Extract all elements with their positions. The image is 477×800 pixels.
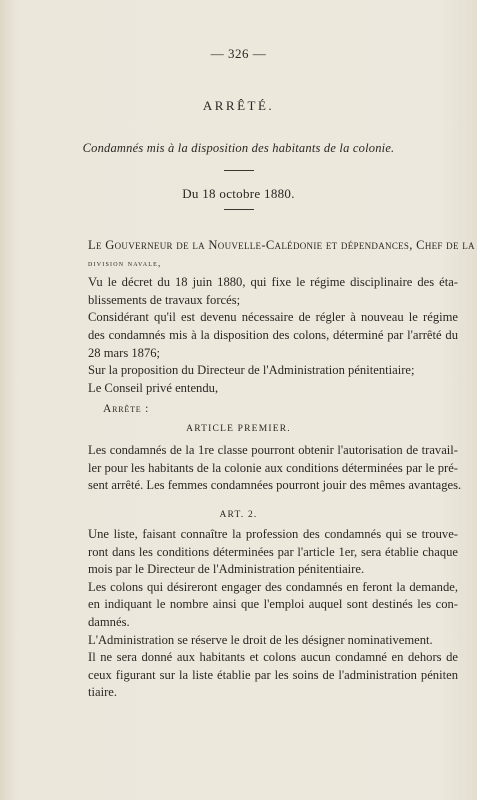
divider-rule — [224, 170, 254, 171]
page-title: ARRÊTÉ. — [202, 98, 275, 113]
article-line: damnés. — [88, 614, 130, 629]
article-line: Il ne sera donné aux habitants et colons aucun condamné en dehors de — [88, 650, 458, 665]
preamble-line: Vu le décret du 18 juin 1880, qui fixe le régime disciplinaire des éta- — [88, 275, 458, 290]
preamble-line: 28 mars 1876; — [88, 345, 161, 360]
article-line: en indiquant le nombre ainsi que l'emploi auquel sont destinés les con- — [88, 597, 458, 612]
article-2-body — [88, 526, 458, 702]
article-line: ront dans les conditions déterminées par l'article 1er, sera établie chaque — [88, 544, 458, 559]
preamble-line: Le Gouverneur de la Nouvelle-Calédonie et dépendances, Chef de la — [88, 238, 475, 252]
page-number: — 326 — — [210, 46, 267, 61]
article-line: Les colons qui désireront engager des condamnés en feront la demande, — [88, 579, 458, 594]
article-line: ler pour les habitants de la colonie aux conditions déterminées par le pré- — [88, 460, 458, 475]
decree-date: Du 18 octobre 1880. — [182, 186, 295, 201]
preamble-line: Considérant qu'il est devenu nécessaire de régler à nouveau le régime — [88, 310, 458, 325]
arrete-label: Arrête : — [103, 403, 150, 415]
article-line: Les condamnés de la 1re classe pourront obtenir l'autorisation de travail- — [88, 443, 458, 457]
preamble-line: blissements de travaux forcés; — [88, 292, 241, 307]
preamble-line: Sur la proposition du Directeur de l'Administration pénitentiaire; — [88, 363, 415, 378]
divider-rule — [224, 209, 254, 210]
subtitle: Condamnés mis à la disposition des habitants de la colonie. — [82, 141, 395, 155]
article-line: Une liste, faisant connaître la profession des condamnés qui se trouve- — [88, 527, 458, 541]
preamble-line: Le Conseil privé entendu, — [88, 380, 219, 395]
article-2-heading: ART. 2. — [219, 510, 258, 520]
preamble — [88, 237, 475, 397]
preamble-line: des condamnés mis à la disposition des colons, déterminé par l'arrêté du — [88, 327, 458, 342]
article-line: L'Administration se réserve le droit de les désigner nominativement. — [88, 632, 433, 647]
article-line: ceux figurant sur la liste établie par les soins de l'administration péniten — [88, 667, 458, 682]
article-line: sent arrêté. Les femmes condamnées pourront jouir des mêmes avantages. — [88, 478, 462, 493]
article-1-heading: ARTICLE PREMIER. — [186, 424, 291, 434]
article-1-body — [88, 442, 462, 495]
preamble-line: division navale, — [88, 257, 162, 268]
article-line: mois par le Directeur de l'Administration pénitentiaire. — [88, 562, 365, 577]
article-line: tiaire. — [88, 685, 118, 700]
